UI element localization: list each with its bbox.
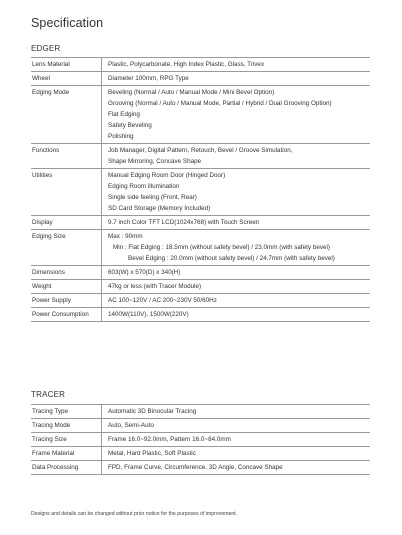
spec-value-line: Automatic 3D Binocular Tracing: [108, 408, 197, 415]
spec-value-line: Bevel Edging : 20.0mm (without safety bevel) / 24.7mm (with safety bevel): [128, 255, 335, 262]
spec-value-line: 47kg or less (with Tracer Module): [108, 283, 202, 290]
spec-label: Tracing Type: [31, 405, 102, 419]
spec-value-line: Grooving (Normal / Auto / Manual Mode, Partial / Hybrid / Dual Grooving Option): [108, 100, 332, 107]
spec-value: [102, 461, 371, 475]
spec-value: [102, 280, 371, 294]
spec-row: [31, 405, 370, 419]
spec-label: Tracing Mode: [31, 419, 102, 433]
footnote: Designs and details can be changed without prior notice for the purposes of improvement.: [31, 511, 238, 517]
spec-value-line: Metal, Hard Plastic, Soft Plastic: [108, 450, 196, 457]
spec-value: [102, 58, 371, 72]
tracer-spec-table: [31, 404, 370, 475]
spec-label: Utilities: [31, 169, 102, 216]
spec-value-line: FPD, Frame Curve, Circumference, 3D Angle, Concave Shape: [108, 464, 283, 471]
spec-row: [31, 280, 370, 294]
spec-row: [31, 58, 370, 72]
spec-value-line: Beveling (Normal / Auto / Manual Mode / Mini Bevel Option): [108, 89, 275, 96]
spec-value: [102, 72, 371, 86]
edger-heading: EDGER: [31, 44, 61, 53]
spec-row: [31, 216, 370, 230]
spec-row: [31, 169, 370, 216]
spec-value-line: Edging Room illumination: [108, 183, 180, 190]
tracer-heading: TRACER: [31, 390, 66, 399]
spec-row: [31, 86, 370, 144]
spec-label: Power Consumption: [31, 308, 102, 322]
spec-row: [31, 419, 370, 433]
spec-value-line: Manual Edging Room Door (Hinged Door): [108, 172, 226, 179]
spec-value: [102, 433, 371, 447]
spec-value: [102, 308, 371, 322]
spec-label: Power Supply: [31, 294, 102, 308]
spec-label: Functions: [31, 144, 102, 169]
spec-value: [102, 447, 371, 461]
spec-value: [102, 294, 371, 308]
spec-value: [102, 216, 371, 230]
spec-value-line: 603(W) x 570(D) x 340(H): [108, 269, 181, 276]
spec-label: Wheel: [31, 72, 102, 86]
spec-label: Dimensions: [31, 266, 102, 280]
spec-value: [102, 230, 371, 266]
spec-label: Display: [31, 216, 102, 230]
spec-value: [102, 405, 371, 419]
spec-value: [102, 144, 371, 169]
spec-label: Edging Mode: [31, 86, 102, 144]
spec-label: Frame Material: [31, 447, 102, 461]
spec-row: [31, 72, 370, 86]
spec-row: [31, 461, 370, 475]
spec-value-line: Job Manager, Digital Pattern, Retouch, Bevel / Groove Simulation,: [108, 147, 293, 154]
spec-row: [31, 433, 370, 447]
spec-value-line: 9.7 inch Color TFT LCD(1024x768) with Touch Screen: [108, 219, 260, 226]
spec-row: [31, 447, 370, 461]
spec-value-line: Frame 16.0~92.0mm, Pattern 16.0~84.0mm: [108, 436, 231, 443]
spec-label: Lens Material: [31, 58, 102, 72]
spec-row: [31, 230, 370, 266]
spec-value-line: Max : 90mm: [108, 233, 143, 240]
spec-value-line: Single side feeling (Front, Rear): [108, 194, 197, 201]
spec-value-line: Auto, Semi-Auto: [108, 422, 154, 429]
spec-value-line: Plastic, Polycarbonate, High Index Plastic, Glass, Trivex: [108, 61, 265, 68]
spec-row: [31, 294, 370, 308]
spec-value-line: SD Card Storage (Memory Included): [108, 205, 211, 212]
spec-value-line: Flat Edging: [108, 111, 140, 118]
edger-spec-table: [31, 57, 370, 322]
spec-row: [31, 266, 370, 280]
spec-value-line: Polishing: [108, 133, 134, 140]
spec-label: Data Processing: [31, 461, 102, 475]
spec-value-line: AC 100~120V / AC 200~230V 50/60Hz: [108, 297, 217, 304]
page-title: Specification: [31, 16, 104, 30]
spec-row: [31, 144, 370, 169]
spec-row: [31, 308, 370, 322]
spec-label: Tracing Size: [31, 433, 102, 447]
spec-value-line: Shape Mirroring, Concave Shape: [108, 158, 202, 165]
spec-value-line: Safety Beveling: [108, 122, 152, 129]
spec-value: [102, 86, 371, 144]
spec-value-line: Min : Flat Edging : 18.5mm (without safety bevel) / 23.0mm (with safety bevel): [113, 244, 330, 251]
spec-value: [102, 419, 371, 433]
spec-label: Edging Size: [31, 230, 102, 266]
spec-value-line: 1400W(110V), 1500W(220V): [108, 311, 189, 318]
spec-value: [102, 266, 371, 280]
spec-value-line: Diameter 100mm, RPG Type: [108, 75, 189, 82]
spec-value: [102, 169, 371, 216]
spec-label: Weight: [31, 280, 102, 294]
